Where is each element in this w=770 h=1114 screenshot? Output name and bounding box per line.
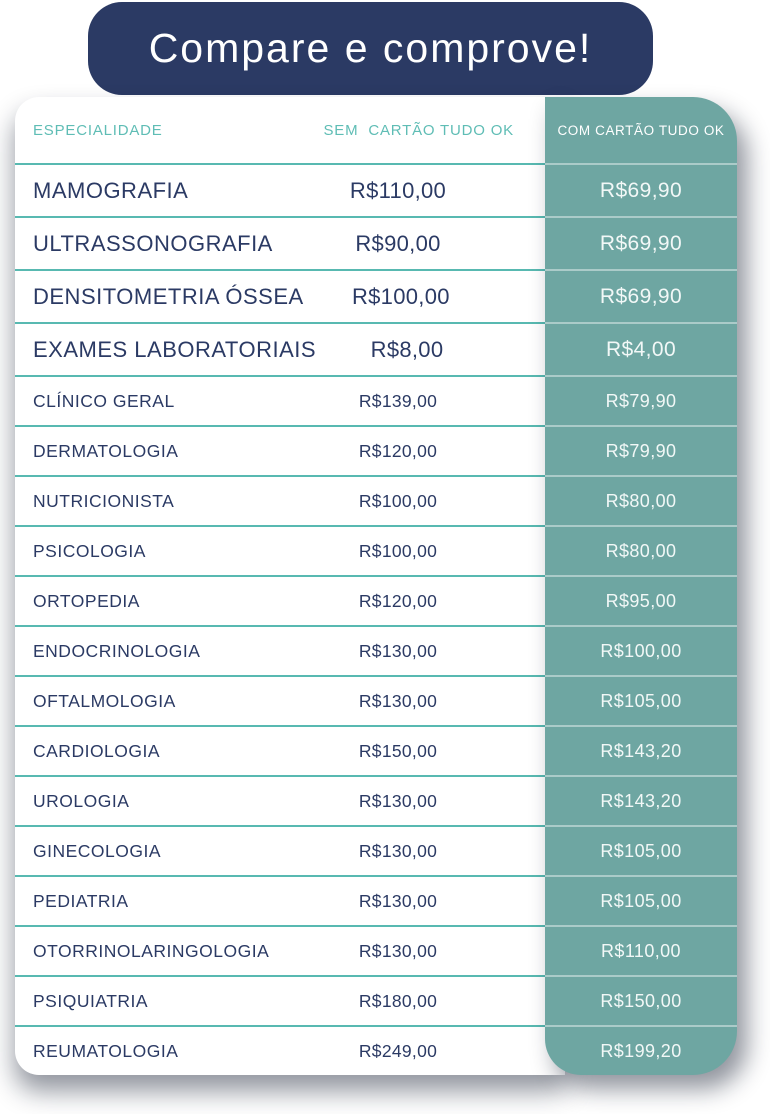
table-row [15,625,565,675]
price-sem-cartao: R$130,00 [358,790,438,811]
table-row [15,322,565,375]
price-com-cartao: R$69,90 [545,216,737,269]
specialty-name: OTORRINOLARINGOLOGIA [33,940,270,961]
specialty-name: CARDIOLOGIA [33,740,161,761]
page-title: Compare e comprove! [148,25,593,71]
price-com-cartao: R$79,90 [545,425,737,475]
price-com-cartao: R$69,90 [545,163,737,216]
price-com-cartao: R$110,00 [545,925,737,975]
price-com-cartao: R$105,00 [545,675,737,725]
price-sem-cartao: R$249,00 [358,1040,438,1061]
price-table-card [15,97,565,1075]
price-com-cartao: R$143,20 [545,775,737,825]
table-row [15,475,565,525]
price-com-cartao: R$143,20 [545,725,737,775]
price-sem-cartao: R$130,00 [358,640,438,661]
table-row [15,525,565,575]
price-sem-cartao: R$100,00 [351,283,450,309]
specialty-name: PSIQUIATRIA [33,990,149,1011]
specialty-name: ENDOCRINOLOGIA [33,640,201,661]
price-sem-cartao: R$130,00 [358,690,438,711]
table-row [15,163,565,216]
table-row [15,775,565,825]
price-sem-cartao: R$110,00 [349,177,447,203]
price-sem-cartao: R$120,00 [358,590,438,611]
price-sem-cartao: R$139,00 [358,390,438,411]
title-banner [88,2,653,95]
table-row [15,975,565,1025]
price-sem-cartao: R$8,00 [370,336,444,362]
table-row [15,216,565,269]
price-sem-cartao: R$100,00 [358,540,438,561]
specialty-name: MAMOGRAFIA [33,177,189,203]
price-com-cartao: R$80,00 [545,475,737,525]
column-header-especialidade: ESPECIALIDADE [33,121,163,139]
price-com-cartao: R$80,00 [545,525,737,575]
price-sem-cartao: R$130,00 [358,840,438,861]
price-sem-cartao: R$100,00 [358,490,438,511]
specialty-name: DERMATOLOGIA [33,440,179,461]
price-sem-cartao: R$130,00 [358,890,438,911]
price-com-cartao: R$199,20 [545,1025,737,1075]
price-com-cartao: R$105,00 [545,875,737,925]
price-sem-cartao: R$120,00 [358,440,438,461]
table-row [15,575,565,625]
price-com-cartao: R$150,00 [545,975,737,1025]
column-header-sem-cartao: SEM CARTÃO TUDO OK [323,121,514,139]
specialty-name: GINECOLOGIA [33,840,162,861]
price-com-cartao: R$4,00 [545,322,737,375]
specialty-name: ULTRASSONOGRAFIA [33,230,273,256]
table-row [15,1025,565,1075]
price-com-cartao: R$105,00 [545,825,737,875]
com-cartao-values [545,163,737,1075]
table-row [15,725,565,775]
table-body [15,163,565,1075]
price-sem-cartao: R$180,00 [358,990,438,1011]
price-com-cartao: R$100,00 [545,625,737,675]
specialty-name: CLÍNICO GERAL [33,390,175,411]
price-com-cartao: R$95,00 [545,575,737,625]
table-row [15,675,565,725]
specialty-name: REUMATOLOGIA [33,1040,179,1061]
specialty-name: PEDIATRIA [33,890,129,911]
com-cartao-column [545,97,737,1075]
price-sem-cartao: R$130,00 [358,940,438,961]
price-com-cartao: R$79,90 [545,375,737,425]
price-sem-cartao: R$150,00 [358,740,438,761]
table-header-row [15,97,565,163]
specialty-name: UROLOGIA [33,790,130,811]
table-row [15,425,565,475]
table-row [15,925,565,975]
specialty-name: DENSITOMETRIA ÓSSEA [33,283,304,309]
price-com-cartao: R$69,90 [545,269,737,322]
table-row [15,825,565,875]
specialty-name: NUTRICIONISTA [33,490,175,511]
specialty-name: EXAMES LABORATORIAIS [33,336,317,362]
specialty-name: OFTALMOLOGIA [33,690,176,711]
column-header-com-cartao: COM CARTÃO TUDO OK [557,122,725,138]
table-row [15,375,565,425]
table-row [15,875,565,925]
table-row [15,269,565,322]
specialty-name: PSICOLOGIA [33,540,146,561]
specialty-name: ORTOPEDIA [33,590,140,611]
price-sem-cartao: R$90,00 [355,230,441,256]
